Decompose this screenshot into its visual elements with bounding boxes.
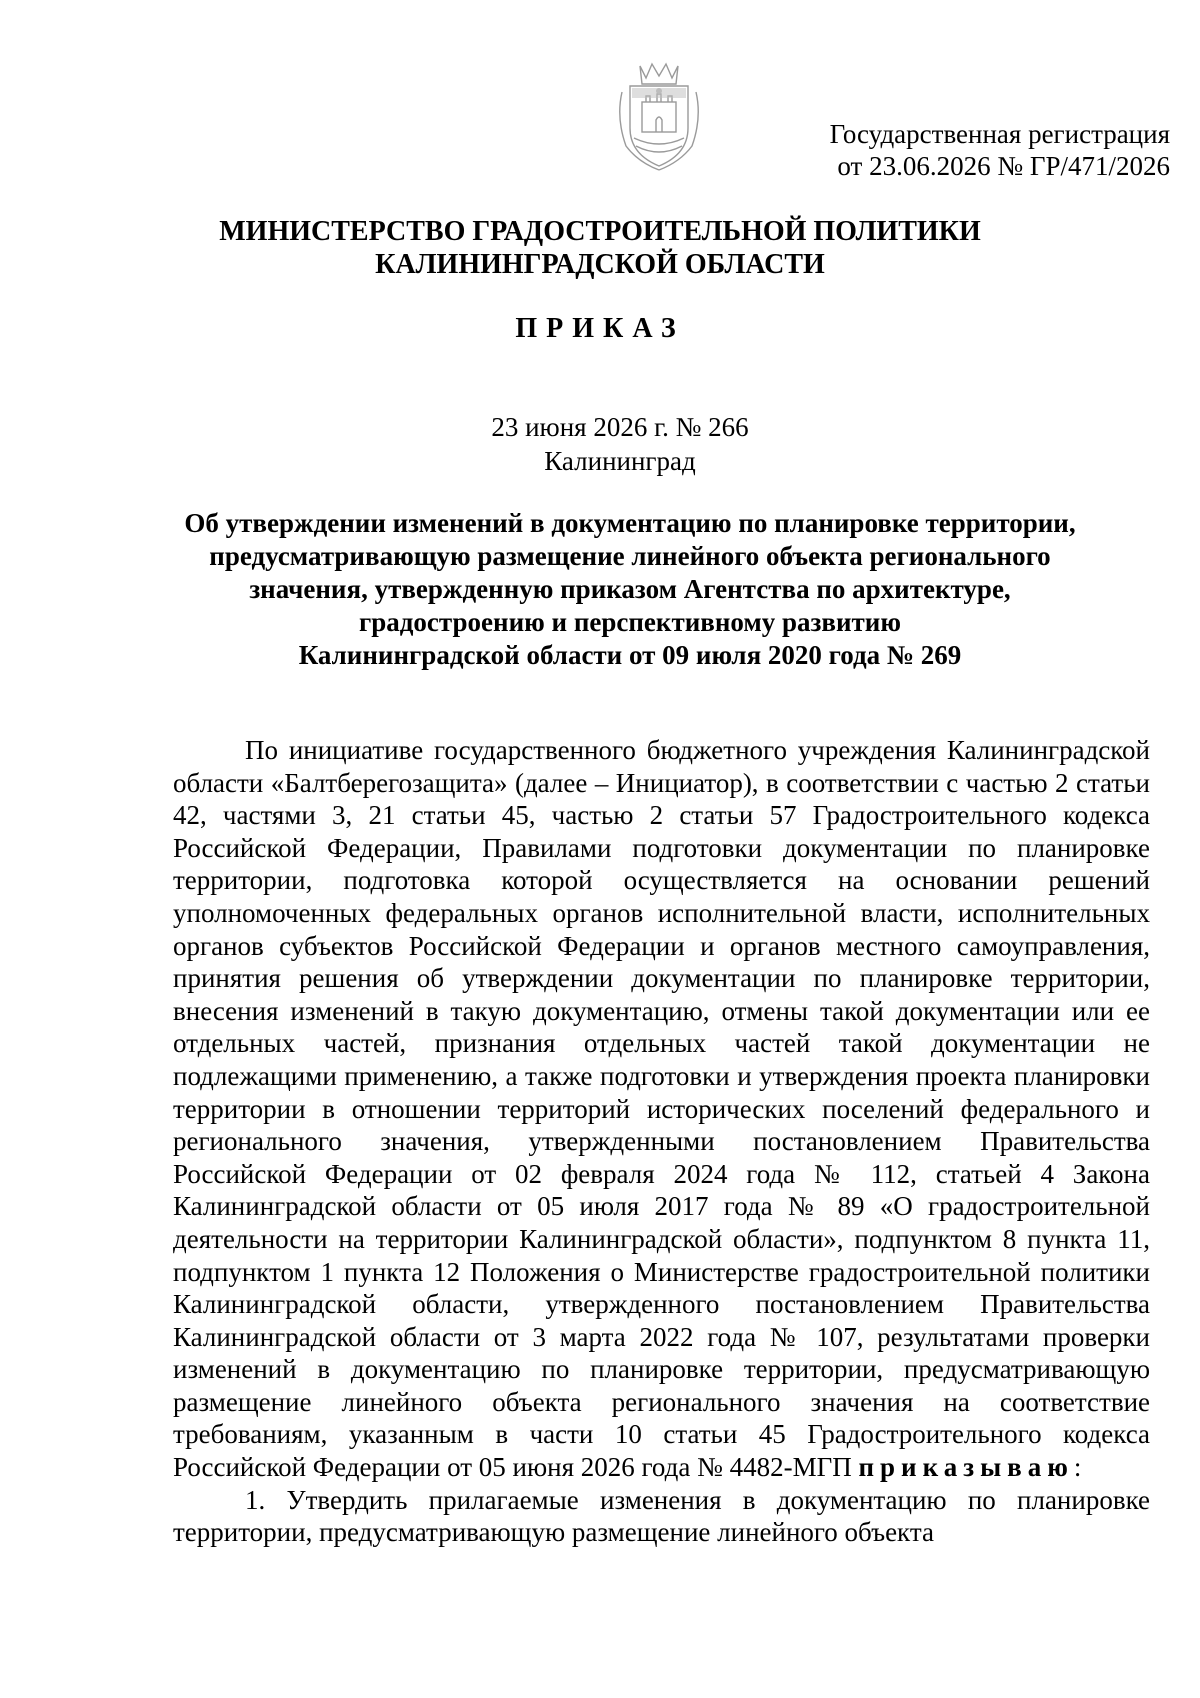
order-date-block (420, 410, 820, 478)
order-city: Калининград (544, 446, 696, 476)
order-date-number: 23 июня 2026 г. № 266 (491, 412, 749, 442)
registration-stamp (770, 118, 1170, 182)
order-body (173, 734, 1150, 1549)
ministry-name-line: КАЛИНИНГРАДСКОЙ ОБЛАСТИ (375, 249, 825, 280)
kaliningrad-coat-of-arms-icon (612, 58, 706, 174)
order-word: приказываю (858, 1452, 1074, 1483)
subject-line: Калининградской области от 09 июля 2020 года № 269 (298, 640, 962, 670)
subject-line: Об утверждении изменений в документацию по планировке территории, (184, 508, 1076, 538)
ministry-name-line: МИНИСТЕРСТВО ГРАДОСТРОИТЕЛЬНОЙ ПОЛИТИКИ (219, 216, 981, 247)
document-type-title: ПРИКАЗ (515, 313, 685, 344)
subject-line: предусматривающую размещение линейного объекта регионального (209, 541, 1051, 571)
order-colon: : (1073, 1452, 1082, 1483)
order-subject (140, 507, 1120, 672)
subject-line: значения, утвержденную приказом Агентства по архитектуре, (249, 574, 1011, 604)
subject-line: градостроению и перспективному развитию (359, 607, 901, 637)
registration-number: от 23.06.2026 № ГР/471/2026 (837, 151, 1170, 181)
ministry-name (180, 215, 1020, 281)
preamble-paragraph (173, 734, 1150, 1484)
clause-paragraph: 1. Утвердить прилагаемые изменения в документацию по планировке территории, предусматривающую размещение линейного объекта (173, 1484, 1150, 1548)
registration-label: Государственная регистрация (829, 119, 1170, 149)
preamble-text: По инициативе государственного бюджетного учреждения Калининградской области «Балтберегозащита» (далее – Инициатор), в соответствии с частью 2 статьи 42, частями 3, 21 статьи 45, частью 2 статьи 57 Градостроительного кодекса Российской Федерации, Правилами подготовки документации по планировке территории, подготовка которой осуществляется на основании решений уполномоченных федеральных органов исполнительной власти, исполнительных органов субъектов Российской Федерации и органов местного самоуправления, принятия решения об утверждении документации по планировке территории, внесения изменений в такую документацию, отмены такой документации или ее отдельных частей, признания отдельных частей такой документации не подлежащими применению, а также подготовки и утверждения проекта планировки территории в отношении территорий исторических поселений федерального и регионального значения, утвержденными постановлением Правительства Российской Федерации от 02 февраля 2024 года № 112, статьей 4 Закона Калининградской области от 05 июля 2017 года № 89 «О градостроительной деятельности на территории Калининградской области», подпунктом 8 пункта 11, подпунктом 1 пункта 12 Положения о Министерстве градостроительной политики Калининградской области, утвержденного постановлением Правительства Калининградской области от 3 марта 2022 года № 107, результатами проверки изменений в документацию по планировке территории, предусматривающую размещение линейного объекта регионального значения на соответствие требованиям, указанным в части 10 статьи 45 Градостроительного кодекса Российской Федерации от 05 июня 2026 года № 4482-МГП (173, 735, 1150, 1483)
